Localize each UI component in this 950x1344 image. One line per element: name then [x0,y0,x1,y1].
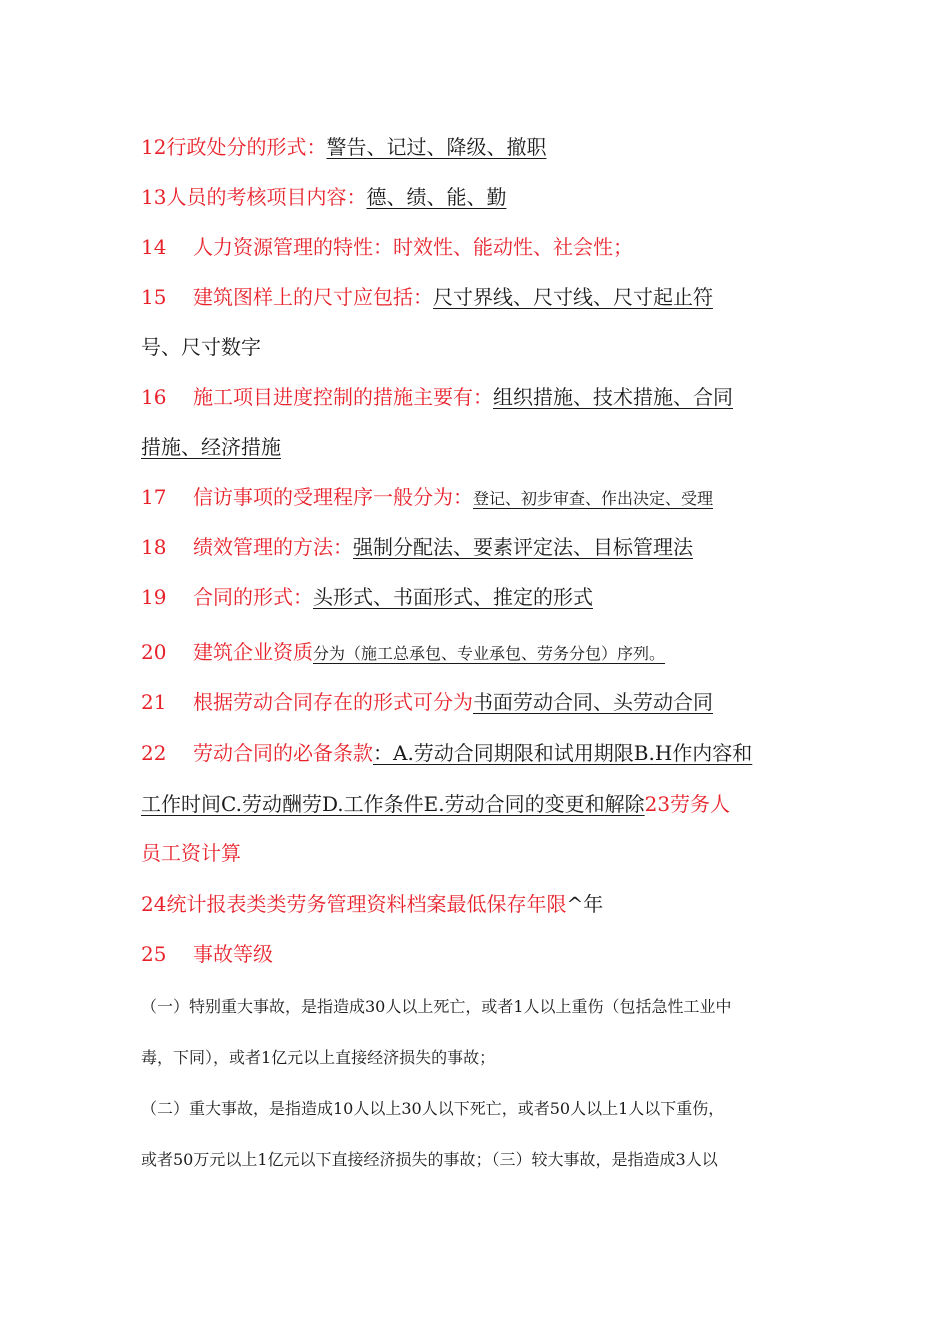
item-number: 14 [141,235,167,259]
item-answer: 书面劳动合同、头劳动合同 [473,690,713,714]
item-number: 21 [141,690,167,714]
item-16-continuation: 措施、经济措施 [141,435,281,459]
item-15 [141,284,713,310]
item-answer: 头形式、书面形式、推定的形式 [313,585,593,609]
item-label: 信访事项的受理程序一般分为： [193,485,473,509]
item-15-continuation: 号、尺寸数字 [141,335,261,359]
item-number: 16 [141,385,167,409]
item-answer: ：A.劳动合同期限和试用期限B.H作内容和 [373,741,753,765]
item-label: 事故等级 [193,942,273,966]
item-number: 13 [141,185,167,209]
item-19 [141,584,593,610]
item-label: 行政处分的形式： [166,135,327,159]
item-number: 15 [141,285,167,309]
paragraph-line: （二）重大事故，是指造成10人以上30人以下死亡，或者50人以上1人以下重伤， [141,1099,725,1118]
item-answer: 警告、记过、降级、撤职 [326,135,547,159]
item-21 [141,689,713,715]
item-label: 建筑企业资质 [193,640,313,664]
item-answer: 德、绩、能、勤 [366,185,507,209]
item-answer: 尺寸界线、尺寸线、尺寸起止符 [433,285,713,309]
item-answer: 分为（施工总承包、专业承包、劳务分包）序列。 [313,644,666,663]
item-label: 施工项目进度控制的措施主要有： [193,385,493,409]
item-label: 绩效管理的方法： [193,535,353,559]
item-answer: 登记、初步审查、作出决定、受理 [473,489,714,508]
item-13 [141,184,506,210]
item-label: 劳动合同的必备条款 [193,741,373,765]
paragraph-line: 或者50万元以上1亿元以下直接经济损失的事故；（三）较大事故，是指造成3人以 [141,1150,718,1169]
item-18 [141,534,693,560]
item-12 [141,134,546,160]
item-label: 统计报表类类劳务管理资料档案最低保存年限 [166,892,567,916]
item-number: 18 [141,535,167,559]
item-24 [141,891,603,917]
paragraph-line: 毒，下同），或者1亿元以上直接经济损失的事故； [141,1048,496,1067]
item-20 [141,639,665,667]
item-answer: 强制分配法、要素评定法、目标管理法 [353,535,693,559]
item-23-continuation: 员工资计算 [141,841,241,865]
item-number: 17 [141,485,167,509]
item-label: 建筑图样上的尺寸应包括： [193,285,433,309]
item-suffix: ^年 [566,892,604,916]
item-25 [141,941,273,967]
item-23-start: 23劳务人 [644,792,731,816]
item-16 [141,384,733,410]
item-number: 22 [141,741,167,765]
item-label: 人员的考核项目内容： [166,185,367,209]
item-answer-continuation: 工作时间C.劳动酬劳D.工作条件E.劳动合同的变更和解除 [141,792,645,816]
item-14 [141,234,633,260]
item-label: 合同的形式： [193,585,313,609]
item-17 [141,484,713,512]
item-number: 19 [141,585,167,609]
item-label: 根据劳动合同存在的形式可分为 [193,690,473,714]
item-number: 20 [141,640,167,664]
item-answer: 组织措施、技术措施、合同 [493,385,733,409]
item-22-continuation [141,791,730,817]
item-label: 人力资源管理的特性： [193,235,393,259]
item-number: 24 [141,892,167,916]
item-answer: 时效性、能动性、社会性； [393,235,633,259]
item-22 [141,740,752,766]
item-number: 25 [141,942,167,966]
paragraph-line: （一）特别重大事故，是指造成30人以上死亡，或者1人以上重伤（包括急性工业中 [141,997,732,1016]
item-number: 12 [141,135,167,159]
